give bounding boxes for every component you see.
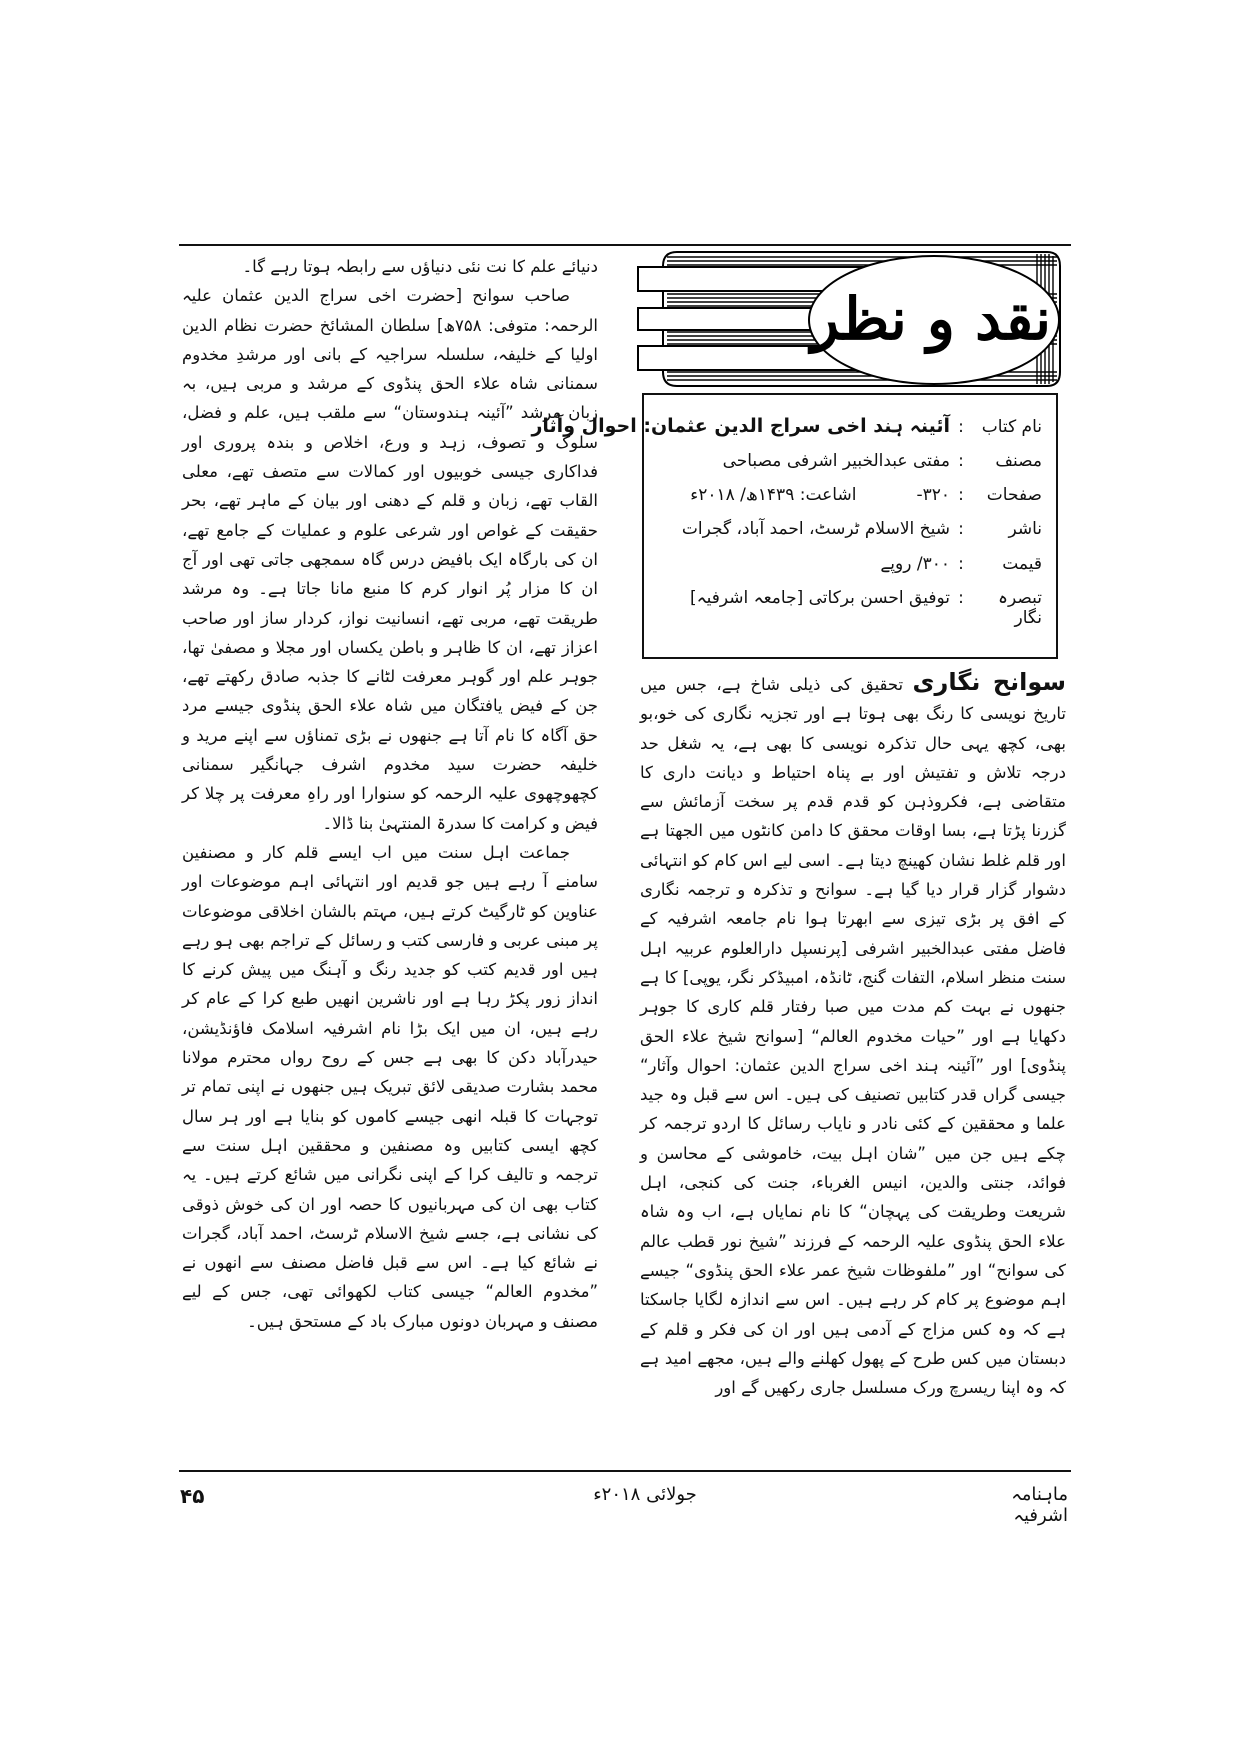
info-row-author [654,451,1042,485]
info-colon: : [958,485,964,505]
bottom-rule [179,1470,1071,1472]
info-row-book-name [531,415,1042,451]
top-rule [179,244,1071,246]
review-paragraph: جماعت اہل سنت میں اب ایسے قلم کار و مصنفین سامنے آ رہے ہیں جو قدیم اور انتہائی اہم موضوعات اور عناوین کو ٹارگیٹ کرتے ہیں، مہتم بالشان اخلاقی موضوعات پر مبنی عربی و فارسی کتب و رسائل کے تراجم بھی ہو رہے ہیں اور قدیم کتب کو جدید رنگ و آہنگ میں پیش کرنے کا انداز زور پکڑ رہا ہے اور ناشرین انھیں طبع کرا کے عام کر رہے ہیں، ان میں ایک بڑا نام اشرفیہ اسلامک فاؤنڈیشن، حیدرآباد دکن کا بھی ہے جس کے روح رواں محترم مولانا محمد بشارت صدیقی لائق تبریک ہیں جنھوں نے اپنی تمام تر توجہات کا قبلہ انھی جیسے کاموں کو بنایا ہے اور ہر سال کچھ ایسی کتابیں وہ مصنفین و محققین اہل سنت سے ترجمہ و تالیف کرا کے اپنی نگرانی میں شائع کرتے ہیں۔ یہ کتاب بھی ان کی مہربانیوں کا حصہ اور ان کی خوش ذوقی کی نشانی ہے، جسے شیخ الاسلام ٹرسٹ، احمد آباد، گجرات نے شائع کیا ہے۔ اس سے قبل فاضل مصنف سے انھوں نے ”مخدوم العالم“ جیسی کتاب لکھوائی تھی، جس کے لیے مصنف و مہربان دونوں مبارک باد کے مستحق ہیں۔ [182,842,598,1331]
info-colon: : [958,417,964,437]
review-paragraph: دنیائے علم کا نت نئی دنیاؤں سے رابطہ ہوتا رہے گا۔ [242,257,598,276]
publication-year: اشاعت: ۱۴۳۹ھ/ ۲۰۱۸ء [690,485,857,505]
review-column-right [640,668,1066,1402]
info-colon: : [958,451,964,471]
pages-value [654,485,950,505]
info-label: مصنف [995,451,1042,471]
section-header-banner [637,250,1062,388]
info-colon: : [958,588,964,608]
info-label: قیمت [1002,554,1042,574]
footer-journal-name: ماہنامہ اشرفیہ [1011,1484,1068,1526]
info-row-price [654,553,1042,587]
info-colon: : [958,519,964,539]
reviewer-value: توفیق احسن برکاتی [جامعہ اشرفیہ] [690,588,950,608]
info-label: تبصرہ نگار [998,588,1042,628]
info-row-pages [654,485,1042,519]
review-column-left [182,252,598,1336]
info-row-publisher [654,519,1042,553]
lead-heading: سوانح نگاری [912,668,1066,696]
info-colon: : [958,554,964,574]
review-paragraph: صاحب سوانح [حضرت اخی سراج الدین عثمان علیہ الرحمہ: متوفی: ۷۵۸ھ] سلطان المشائخ حضرت نظام الدین اولیا کے خلیفہ، سلسلہ سراجیہ کے بانی اور مرشدِ مخدوم سمنانی شاہ علاء الحق پنڈوی کے مرشد و مربی ہیں، بہ زبان مرشد ”آئینہ ہندوستان“ سے ملقب ہیں، علم و فضل، سلوک و تصوف، زہد و ورع، اخلاص و بندہ پروری اور فداکاری جیسی خوبیوں اور کمالات سے متصف تھے، معلی القاب تھے، زبان و قلم کے دھنی اور بیان کے ماہر تھے، بحر حقیقت کے غواص اور شرعی علوم و عملیات کے جامع تھے، ان کی بارگاہ ایک بافیض درس گاہ سمجھی جاتی تھی اور آج ان کا مزار پُر انوار کرم کا منبع مانا جاتا ہے۔ وہ مرشد طریقت تھے، مربی تھے، انسانیت نواز، کردار ساز اور صاحب اعزاز تھے، ان کا ظاہر و باطن یکساں اور مجلا و مصفیٰ تھا، جوہر علم اور گوہر معرفت لٹانے کا جذبہ صادق رکھتے تھے، جن کے فیض یافتگان میں شاہ علاء الحق پنڈوی جیسے مرد حق آگاہ کا نام آتا ہے جنھوں نے بڑی تمناؤں سے اپنے مرید و خلیفہ حضرت سید مخدوم اشرف جہانگیر سمنانی کچھوچھوی علیہ الرحمہ کو سنوارا اور راہِ معرفت پر چلا کر فیض و کرامت کا سدرۃ المنتہیٰ بنا ڈالا۔ [182,286,598,833]
price-value: ۳۰۰/ روپے [880,554,950,574]
publisher-value: شیخ الاسلام ٹرسٹ، احمد آباد، گجرات [681,519,950,539]
info-label: ناشر [1008,519,1042,539]
book-title-value: آئینہ ہند اخی سراج الدین عثمان: احوال وآثار [531,415,950,437]
page-count: ۳۲۰- [916,485,950,505]
review-paragraph [640,668,1066,1402]
book-info-box [531,393,1058,659]
info-label: نام کتاب [981,417,1042,437]
section-title: نقد و نظر [810,285,1052,353]
info-label: صفحات [986,485,1042,505]
author-value: مفتی عبدالخبیر اشرفی مصباحی [722,451,950,471]
footer-page-number: ۴۵ [180,1484,205,1508]
paragraph-text: تحقیق کی ذیلی شاخ ہے، جس میں تاریخ نویسی کا رنگ بھی ہوتا ہے اور تجزیہ نگاری کی خو،بو بھی، کچھ یہی حال تذکرہ نویسی کا بھی ہے، یہ شغل حد درجہ تلاش و تفتیش اور بے پناہ احتیاط و دیانت داری کا متقاضی ہے، فکروذہن کو قدم قدم پر سخت آزمائش سے گزرنا پڑتا ہے، بسا اوقات محقق کا دامن کانٹوں میں الجھتا ہے اور قلم غلط نشان کھینچ دیتا ہے۔ اسی لیے اس کام کو انتہائی دشوار گزار قرار دیا گیا ہے۔ سوانح و تذکرہ و ترجمہ نگاری کے افق پر بڑی تیزی سے ابھرتا ہوا نام جامعہ اشرفیہ کے فاضل مفتی عبدالخبیر اشرفی [پرنسپل دارالعلوم عربیہ اہل سنت منظر اسلام، التفات گنج، ٹانڈہ، امبیڈکر نگر، یوپی] کا ہے جنھوں نے بہت کم مدت میں صبا رفتار قلم کاری کا جوہر دکھایا ہے اور ”حیات مخدوم العالم“ [سوانح شیخ علاء الحق پنڈوی] اور ”آئینہ ہند اخی سراج الدین عثمان: احوال وآثار“ جیسی گراں قدر کتابیں تصنیف کی ہیں۔ اس سے قبل وہ جید علما و محققین کے کئی نادر و نایاب رسائل کا اردو ترجمہ کر چکے ہیں جن میں ”شان اہل بیت، خاموشی کے محاسن و فوائد، جنتی والدین، انیس الغرباء، جنت کی کنجی، اہل شریعت وطریقت کی پہچان“ کا نام نمایاں ہے، اب وہ شاہ علاء الحق پنڈوی علیہ الرحمہ کے فرزند ”شیخ نور قطب عالم کی سوانح“ اور ”ملفوظات شیخ عمر علاء الحق پنڈوی“ جیسے اہم موضوع پر کام کر رہے ہیں۔ اس سے اندازہ لگایا جاسکتا ہے کہ وہ کس مزاج کے آدمی ہیں اور ان کی فکر و قلم کے دبستان میں کس طرح کے پھول کھلنے والے ہیں، مجھے امید ہے کہ وہ اپنا ریسرچ ورک مسلسل جاری رکھیں گے اور [640,675,1066,1398]
footer-issue-date: جولائی ۲۰۱۸ء [593,1484,697,1505]
info-row-reviewer [654,587,1042,628]
